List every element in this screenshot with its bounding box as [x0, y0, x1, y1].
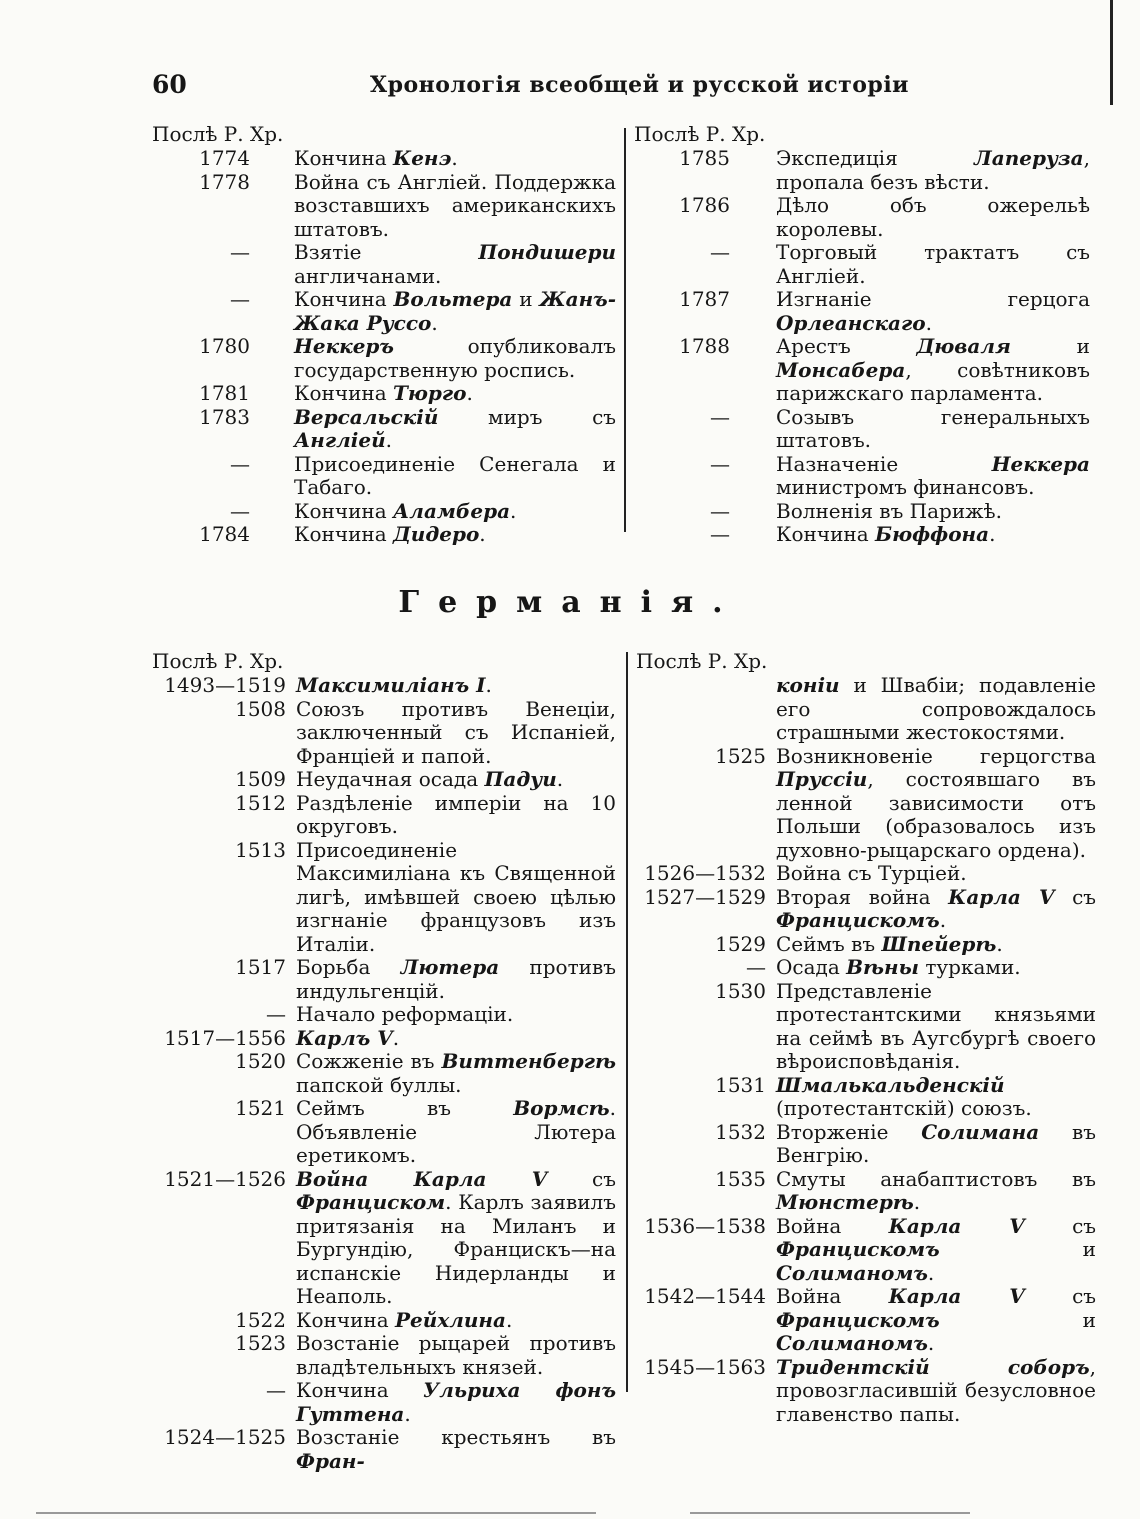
- entry-text: Кончина Вольтера и Жанъ-Жака Руссо.: [294, 287, 616, 335]
- entry-year: 1780: [199, 334, 250, 358]
- chronology-entry: [634, 241, 1090, 288]
- entry-text: Тридентскій соборъ, провозгласившій безусловное главенство папы.: [776, 1354, 1096, 1426]
- entry-year: 1530: [715, 978, 766, 1003]
- entry-year: [636, 674, 766, 745]
- entry-year: 1788: [679, 334, 730, 358]
- chronology-entry: [152, 1050, 616, 1097]
- entry-year: 1545—1563: [644, 1354, 766, 1379]
- chronology-entry: [636, 1168, 1096, 1215]
- chronology-entry: [636, 1121, 1096, 1168]
- entry-text: Смуты анабаптистовъ въ Мюнстерѣ.: [776, 1166, 1096, 1214]
- chronology-entry: [636, 1356, 1096, 1427]
- chronology-entry: [636, 862, 1096, 886]
- chronology-entry: [152, 1309, 616, 1333]
- entry-year: —: [230, 240, 250, 264]
- era-label: Послѣ Р. Хр.: [152, 122, 284, 146]
- entry-text: Сеймъ въ Вормсѣ. Объявленіе Лютера еретикомъ.: [296, 1096, 616, 1167]
- chronology-entry: [152, 288, 616, 335]
- entry-text: Война съ Турціей.: [776, 861, 967, 885]
- section-title: Германія.: [398, 585, 742, 620]
- entry-text: Экспедиція Лаперуза, пропала безъ вѣсти.: [776, 146, 1090, 194]
- chronology-entry: [636, 1285, 1096, 1356]
- entry-text: Карлъ V.: [296, 1025, 400, 1050]
- entry-year: 1786: [679, 193, 730, 217]
- entry-year: 1787: [679, 287, 730, 311]
- entry-text: Максимиліанъ I.: [296, 673, 492, 697]
- era-label: Послѣ Р. Хр.: [636, 649, 768, 673]
- entry-year: —: [230, 498, 250, 523]
- entry-year: 1521—1526: [164, 1166, 286, 1191]
- entry-text: Изгнаніе герцога Орлеанскаго.: [776, 287, 1090, 335]
- entry-text: Война Карла V съ Франциском. Карлъ заявилъ притязанія на Миланъ и Бургундію, Францискъ—на испанскіе Нидерланды и Неаполь.: [296, 1166, 616, 1308]
- entry-text: Неудачная осада Падуи.: [296, 767, 564, 791]
- chronology-entry: [634, 335, 1090, 406]
- entry-text: Борьба Лютера противъ индульгенцій.: [296, 955, 616, 1003]
- chronology-entry: [634, 453, 1090, 500]
- entry-year: —: [746, 955, 766, 979]
- chronology-entry: [634, 406, 1090, 453]
- entry-text: Кончина Аламбера.: [294, 498, 517, 523]
- entry-text: Арестъ Дюваля и Монсабера, совѣтниковъ парижскаго парламента.: [776, 334, 1090, 405]
- margin-mark: [1110, 0, 1113, 105]
- entry-year: —: [710, 240, 730, 264]
- entry-text: Волненія въ Парижѣ.: [776, 498, 1002, 523]
- entry-text: Кончина Тюрго.: [294, 381, 473, 405]
- entry-text: Кончина Рейхлина.: [296, 1307, 513, 1332]
- chronology-entry: [152, 698, 616, 769]
- chronology-entry: [634, 523, 1090, 547]
- chronology-entry: [152, 1332, 616, 1379]
- entry-year: —: [710, 498, 730, 523]
- chronology-entry: [152, 500, 616, 524]
- entry-year: 1520: [235, 1049, 286, 1073]
- top-right-column: [634, 123, 1090, 547]
- entry-text: Присоединеніе Сенегала и Табаго.: [294, 451, 616, 499]
- entry-text: Назначеніе Неккера министромъ финансовъ.: [776, 451, 1090, 499]
- entry-year: 1508: [235, 696, 286, 721]
- entry-year: —: [710, 451, 730, 476]
- chronology-entry: [152, 171, 616, 242]
- entry-text: Созывъ генеральныхъ штатовъ.: [776, 404, 1090, 452]
- chronology-entry: [634, 288, 1090, 335]
- entry-year: 1535: [715, 1166, 766, 1191]
- entry-year: 1781: [199, 381, 250, 405]
- chronology-entry: [152, 768, 616, 792]
- entry-year: 1509: [235, 767, 286, 791]
- running-title: Хронологія всеобщей и русской исторіи: [370, 72, 909, 98]
- entry-year: —: [266, 1002, 286, 1026]
- entry-year: 1517—1556: [164, 1025, 286, 1050]
- entry-year: 1493—1519: [164, 673, 286, 697]
- entry-year: 1536—1538: [644, 1213, 766, 1238]
- column-divider: [624, 128, 626, 532]
- chronology-entry: [152, 1426, 616, 1473]
- bottom-left-column: [152, 650, 616, 1473]
- bottom-right-column: [636, 650, 1096, 1426]
- entry-text: Возникновеніе герцогства Пруссіи, состоявшаго въ ленной зависимости отъ Польши (образовалось изъ духовно-рыцарскаго ордена).: [776, 743, 1096, 862]
- entry-text: Кончина Кенэ.: [294, 146, 458, 170]
- entry-year: 1785: [679, 146, 730, 170]
- chronology-entry: [152, 1097, 616, 1168]
- entry-year: 1524—1525: [164, 1425, 286, 1449]
- entry-text: Сеймъ въ Шпейерѣ.: [776, 931, 1003, 956]
- chronology-entry: [152, 241, 616, 288]
- entry-text: Возстаніе крестьянъ въ Фран-: [296, 1425, 616, 1473]
- entry-year: —: [266, 1378, 286, 1402]
- chronology-entry: [636, 745, 1096, 863]
- entry-text: Сожженіе въ Виттенбергѣ папской буллы.: [296, 1049, 616, 1097]
- entry-year: 1542—1544: [644, 1284, 766, 1308]
- entry-year: —: [710, 404, 730, 429]
- entry-year: 1784: [199, 522, 250, 546]
- entry-text: Представленіе протестантскими князьями на сеймѣ въ Аугсбургѣ своего вѣроисповѣданія.: [776, 978, 1096, 1073]
- chronology-entry: [636, 980, 1096, 1074]
- entry-year: 1783: [199, 404, 250, 429]
- entry-year: 1513: [235, 837, 286, 862]
- entry-year: 1529: [715, 931, 766, 956]
- entry-text: Присоединеніе Максимиліана къ Священной лигѣ, имѣвшей своею цѣлью изгнаніе французовъ изъ Италіи.: [296, 837, 616, 956]
- era-label: Послѣ Р. Хр.: [634, 122, 766, 146]
- entry-year: —: [710, 522, 730, 546]
- entry-text: Взятіе Пондишери англичанами.: [294, 240, 616, 288]
- page-number: 60: [152, 70, 187, 99]
- chronology-entry: [152, 147, 616, 171]
- chronology-entry: [636, 956, 1096, 980]
- entry-year: 1532: [715, 1119, 766, 1144]
- entry-text: Раздѣленіе имперіи на 10 округовъ.: [296, 790, 616, 838]
- entry-year: —: [230, 287, 250, 311]
- chronology-entry: [152, 1379, 616, 1426]
- entry-year: 1512: [235, 790, 286, 815]
- chronology-entry: [152, 335, 616, 382]
- entry-text: Вторая война Карла V съ Францискомъ.: [776, 884, 1096, 932]
- entry-text: Торговый трактатъ съ Англіей.: [776, 240, 1090, 288]
- chronology-entry: [636, 933, 1096, 957]
- chronology-entry: [634, 194, 1090, 241]
- entry-year: 1526—1532: [644, 861, 766, 885]
- chronology-entry: [152, 839, 616, 957]
- entry-text: Дѣло объ ожерельѣ королевы.: [776, 193, 1090, 241]
- entry-text: Неккеръ опубликовалъ государственную роспись.: [294, 334, 616, 382]
- entry-year: 1523: [235, 1331, 286, 1355]
- entry-text: Кончина Бюффона.: [776, 522, 996, 546]
- chronology-entry: [152, 674, 616, 698]
- entry-text: Версальскій миръ съ Англіей.: [294, 404, 616, 452]
- chronology-entry: [152, 406, 616, 453]
- entry-year: 1527—1529: [644, 884, 766, 909]
- chronology-entry: [152, 382, 616, 406]
- chronology-entry: [152, 523, 616, 547]
- chronology-entry: [152, 1003, 616, 1027]
- entry-text: Кончина Ульриха фонъ Гуттена.: [296, 1378, 617, 1426]
- chronology-entry: [636, 674, 1096, 745]
- chronology-entry: [152, 1168, 616, 1309]
- chronology-entry: [636, 1074, 1096, 1121]
- entry-text: Кончина Дидеро.: [294, 522, 486, 546]
- entry-text: Союзъ противъ Венеціи, заключенный съ Испаніей, Франціей и папой.: [296, 696, 616, 768]
- entry-year: 1774: [199, 146, 250, 170]
- entry-text: Вторженіе Солимана въ Венгрію.: [776, 1119, 1096, 1167]
- entry-year: 1522: [235, 1307, 286, 1332]
- entry-text: Война Карла V съ Францискомъ и Солиманомъ.: [776, 1284, 1096, 1355]
- entry-text: коніи и Швабіи; подавленіе его сопровождалось страшными жестокостями.: [776, 673, 1096, 744]
- chronology-entry: [152, 792, 616, 839]
- chronology-entry: [636, 1215, 1096, 1286]
- chronology-entry: [152, 1027, 616, 1051]
- era-label: Послѣ Р. Хр.: [152, 649, 284, 673]
- entry-text: Война съ Англіей. Поддержка возставшихъ американскихъ штатовъ.: [294, 169, 616, 241]
- chronology-entry: [634, 500, 1090, 524]
- entry-year: 1517: [235, 955, 286, 979]
- entry-year: 1778: [199, 169, 250, 194]
- entry-year: 1531: [715, 1072, 766, 1097]
- column-divider: [626, 652, 628, 1392]
- entry-year: 1521: [235, 1096, 286, 1120]
- entry-year: 1525: [715, 743, 766, 768]
- chronology-entry: [152, 956, 616, 1003]
- entry-text: Осада Вѣны турками.: [776, 955, 1021, 979]
- entry-text: Шмалькальденскій (протестантскій) союзъ.: [776, 1072, 1032, 1120]
- chronology-entry: [636, 886, 1096, 933]
- entry-year: —: [230, 451, 250, 476]
- entry-text: Война Карла V съ Францискомъ и Солиманомъ.: [776, 1213, 1096, 1285]
- entry-text: Начало реформаціи.: [296, 1002, 514, 1026]
- entry-text: Возстаніе рыцарей противъ владѣтельныхъ князей.: [296, 1331, 616, 1379]
- chronology-entry: [152, 453, 616, 500]
- footer-rule: [690, 1512, 970, 1514]
- footer-rule: [36, 1512, 596, 1514]
- top-left-column: [152, 123, 616, 547]
- chronology-entry: [634, 147, 1090, 194]
